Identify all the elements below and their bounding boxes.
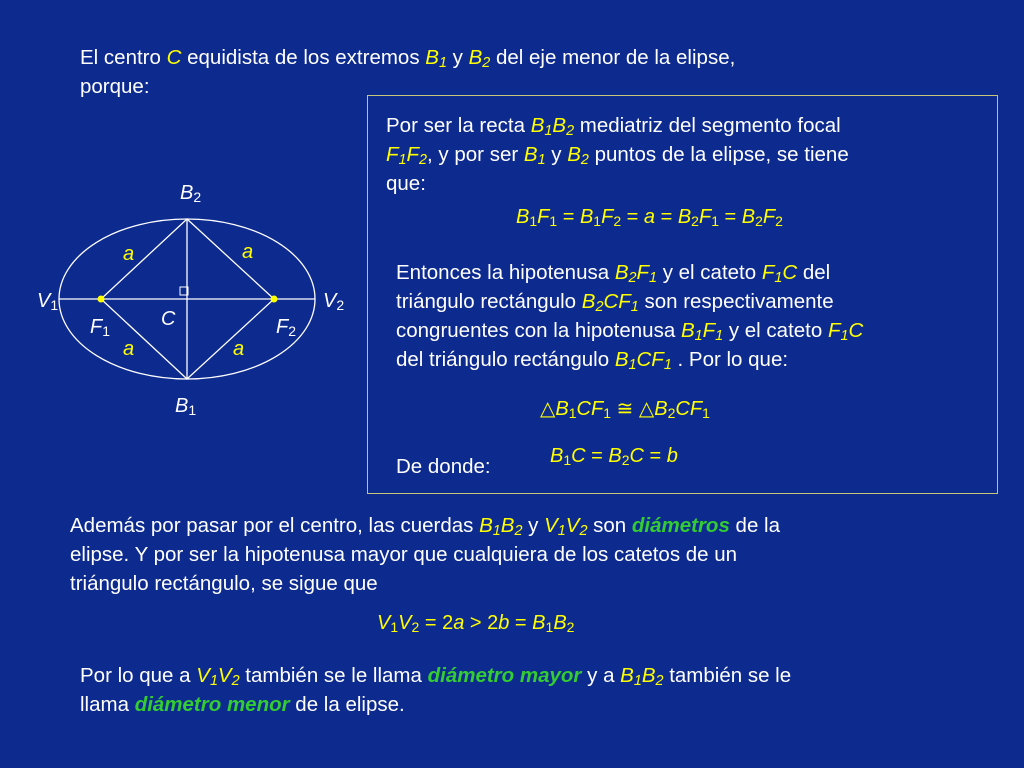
focus-point-1 [98, 296, 105, 303]
intro-paragraph: El centro C equidista de los extremos $B_1$ y $B_2$ del eje menor de la elipse, porque: [80, 46, 736, 98]
label-f1: $F_1$ [90, 316, 111, 339]
label-b2: $B_2$ [180, 182, 202, 205]
label-v1: $V_1$ [37, 290, 59, 313]
de-donde-label: De donde: [396, 455, 491, 478]
equation-result-b: $B_1C = B_2C = b$ [550, 445, 678, 468]
paragraph-diameters: Además por pasar por el centro, las cuerdas $B_1B_2$ y $V_1V_2$ son diámetros de la elipse. Y por ser la hipotenusa mayor que cualquiera de los catetos de un triángulo rectángulo, se sigue que [70, 514, 781, 595]
equation-congruence: $\triangle B_1CF_1$ ≅ $\triangle B_2CF_1$ [540, 398, 710, 421]
equation-distances: $B_1F_1 = B_1F_2 = a = B_2F_1 = B_2F_2$ [516, 206, 783, 229]
label-b1: $B_1$ [175, 395, 197, 418]
label-f2: $F_2$ [276, 316, 297, 339]
box-paragraph-2: Entonces la hipotenusa $B_2F_1$ y el cateto $F_1C$ del triángulo rectángulo $B_2CF_1$ son respectivamente congruentes con la hipotenusa $B_1F_1$ y el cateto $F_1C$ del triángulo rectángulo $B_1CF_1$ . Por lo que: [396, 261, 864, 373]
focus-point-2 [271, 296, 278, 303]
label-c: C [161, 308, 176, 330]
box-paragraph-1: Por ser la recta $B_1B_2$ mediatriz del segmento focal $F_1F_2$, y por ser $B_1$ y $B_2$ puntos de la elipse, se tiene que: [386, 114, 849, 195]
paragraph-conclusion: Por lo que a $V_1V_2$ también se le llama diámetro mayor y a $B_1B_2$ también se le llama diámetro menor de la elipse. [80, 664, 792, 716]
ellipse-diagram [0, 0, 360, 440]
label-a-lower-left: a [123, 338, 135, 360]
label-a-upper-right: a [242, 241, 254, 263]
label-a-lower-right: a [233, 338, 245, 360]
equation-major-minor: $V_1V_2 = 2a > 2b = B_1B_2$ [377, 612, 575, 635]
label-v2: $V_2$ [323, 290, 345, 313]
label-a-upper-left: a [123, 243, 135, 265]
